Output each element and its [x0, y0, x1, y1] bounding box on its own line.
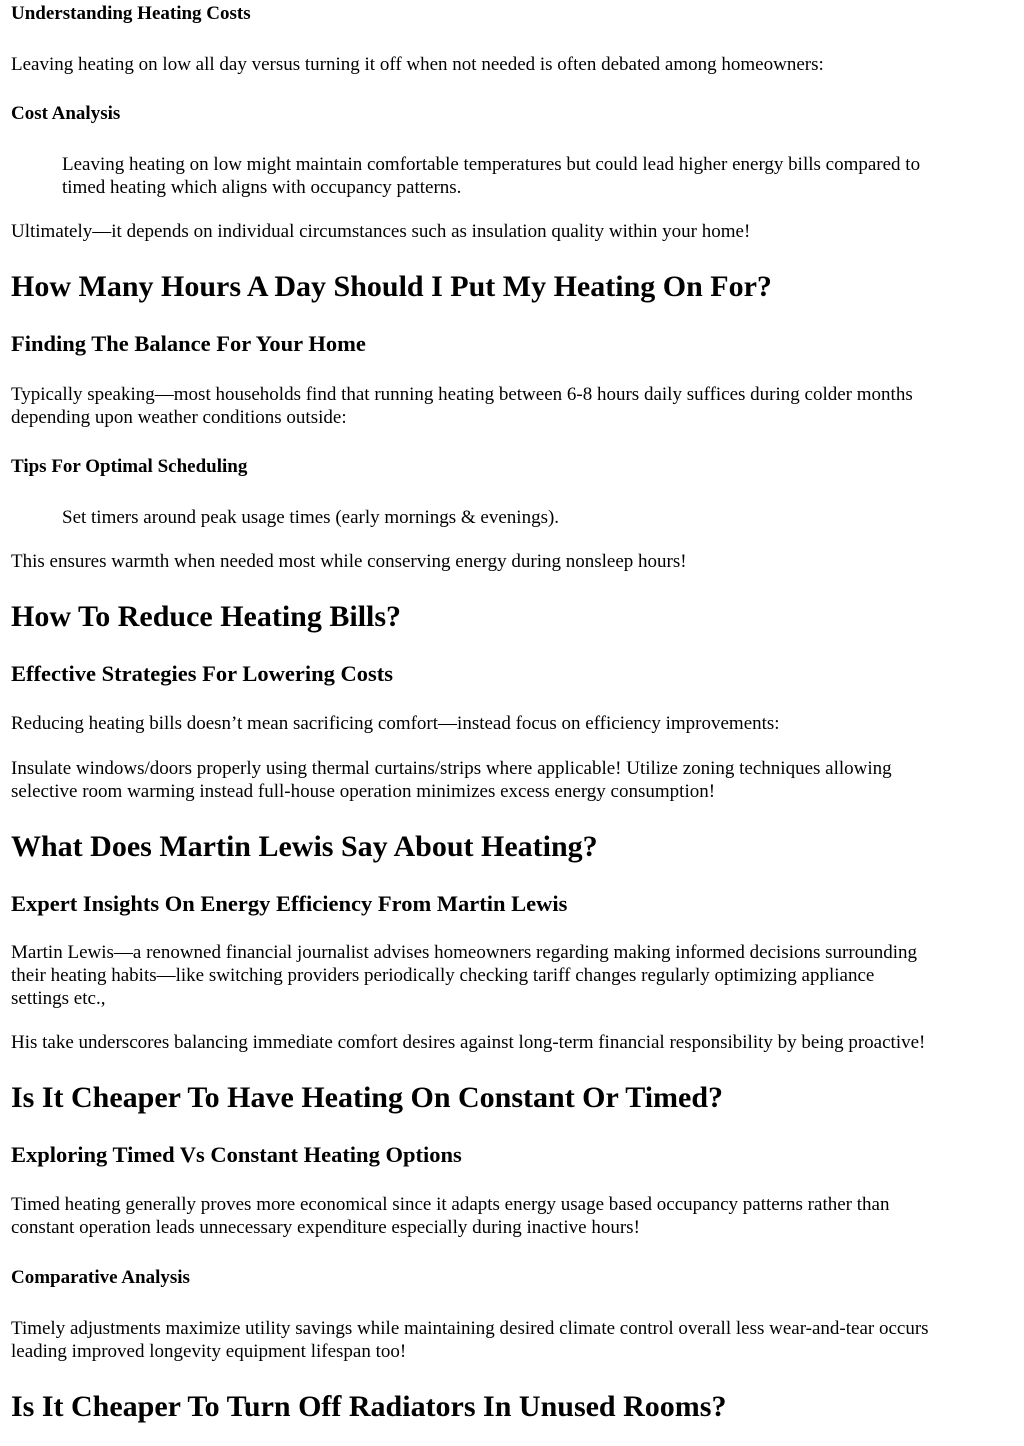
paragraph-strategies-line-2: selective room warming instead full-house operation minimizes excess energy consumption!	[11, 781, 716, 802]
section-heading-comparative-analysis: Comparative Analysis	[11, 1267, 190, 1288]
paragraph-comparative-line-1: Timely adjustments maximize utility savings while maintaining desired climate control overall less wear-and-tear occurs	[11, 1318, 929, 1339]
heading-martin-lewis: What Does Martin Lewis Say About Heating?	[11, 830, 598, 863]
paragraph-strategies-intro: Reducing heating bills doesn’t mean sacrificing comfort—instead focus on efficiency improvements:	[11, 713, 780, 734]
blockquote-set-timers: Set timers around peak usage times (early mornings & evenings).	[62, 507, 560, 528]
section-heading-tips-for-optimal-scheduling: Tips For Optimal Scheduling	[11, 456, 248, 477]
blockquote-cost-analysis-line-1: Leaving heating on low might maintain comfortable temperatures but could lead higher energy bills compared to	[62, 154, 921, 175]
heading-how-to-reduce-heating-bills: How To Reduce Heating Bills?	[11, 600, 402, 633]
paragraph-expert-line-3: settings etc.,	[11, 988, 106, 1009]
section-heading-cost-analysis: Cost Analysis	[11, 103, 121, 124]
paragraph-strategies-line-1: Insulate windows/doors properly using thermal curtains/strips where applicable! Utilize zoning techniques allowing	[11, 758, 892, 779]
subheading-exploring-timed-vs-constant: Exploring Timed Vs Constant Heating Options	[11, 1142, 462, 1167]
paragraph-exploring-line-2: constant operation leads unnecessary expenditure especially during inactive hours!	[11, 1217, 640, 1238]
paragraph-balance-line-2: depending upon weather conditions outside:	[11, 407, 347, 428]
subheading-effective-strategies: Effective Strategies For Lowering Costs	[11, 661, 393, 686]
paragraph-expert-take: His take underscores balancing immediate comfort desires against long-term financial responsibility by being proactive!	[11, 1032, 926, 1053]
paragraph-tips-conclusion: This ensures warmth when needed most while conserving energy during nonsleep hours!	[11, 551, 687, 572]
paragraph-expert-line-1: Martin Lewis—a renowned financial journalist advises homeowners regarding making informed decisions surrounding	[11, 942, 917, 963]
blockquote-cost-analysis-line-2: timed heating which aligns with occupancy patterns.	[62, 177, 462, 198]
paragraph-understanding-intro: Leaving heating on low all day versus turning it off when not needed is often debated among homeowners:	[11, 54, 824, 75]
paragraph-ultimately: Ultimately—it depends on individual circumstances such as insulation quality within your home!	[11, 221, 751, 242]
paragraph-balance-line-1: Typically speaking—most households find that running heating between 6-8 hours daily suffices during colder months	[11, 384, 913, 405]
subheading-finding-the-balance: Finding The Balance For Your Home	[11, 331, 366, 356]
heading-how-many-hours: How Many Hours A Day Should I Put My Heating On For?	[11, 270, 772, 303]
heading-constant-or-timed: Is It Cheaper To Have Heating On Constant Or Timed?	[11, 1081, 724, 1114]
subheading-expert-insights: Expert Insights On Energy Efficiency From Martin Lewis	[11, 891, 568, 916]
section-heading-understanding-heating-costs: Understanding Heating Costs	[11, 3, 251, 24]
paragraph-exploring-line-1: Timed heating generally proves more economical since it adapts energy usage based occupancy patterns rather than	[11, 1194, 890, 1215]
paragraph-expert-line-2: their heating habits—like switching providers periodically checking tariff changes regularly optimizing appliance	[11, 965, 875, 986]
heading-radiators-unused-rooms: Is It Cheaper To Turn Off Radiators In Unused Rooms?	[11, 1390, 727, 1423]
paragraph-comparative-line-2: leading improved longevity equipment lifespan too!	[11, 1341, 407, 1362]
